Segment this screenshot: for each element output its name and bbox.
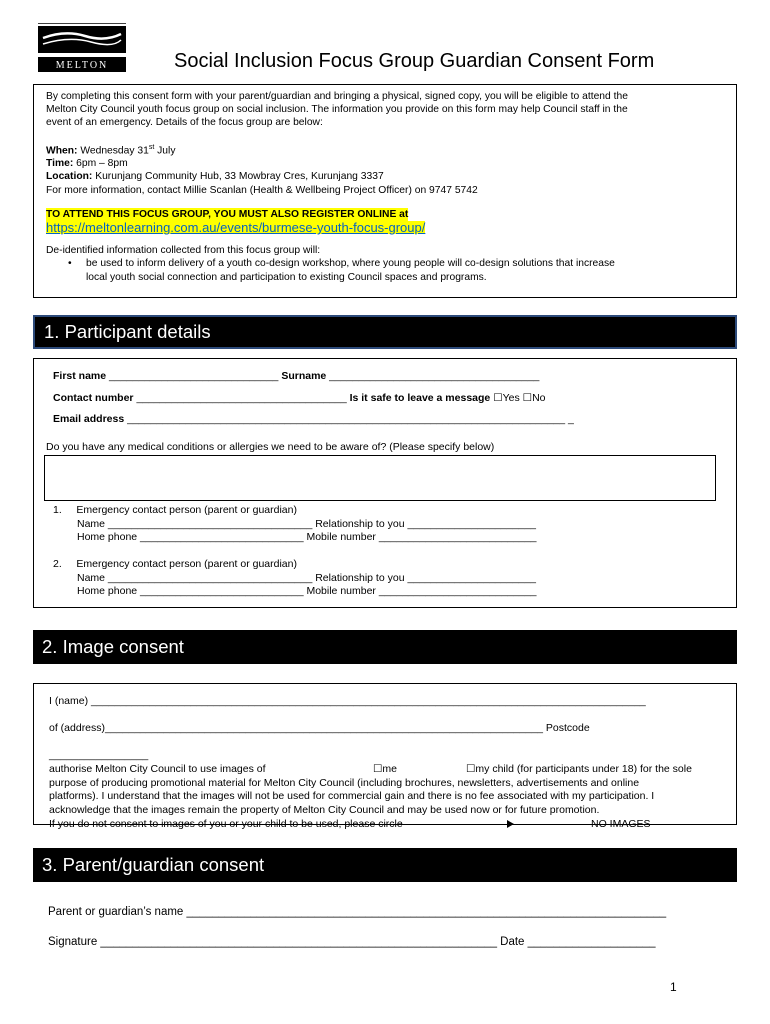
section-header-guardian-consent: 3. Parent/guardian consent (33, 848, 737, 882)
signature-date-field[interactable]: Signature ______________________________________________________________ Date ____________________ (48, 936, 656, 948)
ec2-phone-field[interactable]: Home phone ____________________________ Mobile number ___________________________ (77, 585, 537, 597)
no-images-option[interactable]: NO IMAGES (591, 817, 651, 830)
section-header-image-consent: 2. Image consent (33, 630, 737, 664)
list-item: • be used to inform delivery of a youth co-design workshop, where young people will co-design solutions that increase local youth social connection and participation to existing Council spaces and programs. (86, 257, 724, 283)
guardian-name-field[interactable]: Parent or guardian’s name ___________________________________________________________________________ (48, 906, 667, 918)
register-note: TO ATTEND THIS FOCUS GROUP, YOU MUST ALSO REGISTER ONLINE at (46, 208, 409, 220)
deidentified-text: De-identified information collected from this focus group will: (46, 245, 321, 257)
medical-question: Do you have any medical conditions or allergies we need to be aware of? (Please specify below) (46, 441, 495, 453)
my-child-checkbox[interactable]: ☐my child (for participants under 18) for the sole (466, 762, 692, 775)
first-name-field[interactable]: First name _____________________________ Surname ____________________________________ (53, 370, 540, 382)
emergency-contact-1: 1. Emergency contact person (parent or guardian) Name ___________________________________ Relationship to you ______________________ Home phone ____________________________ Mobile number ___________________________ (53, 504, 537, 543)
more-info: For more information, contact Millie Scanlan (Health & Wellbeing Project Officer) on 9747 5742 (46, 184, 478, 196)
no-checkbox[interactable]: ☐No (522, 392, 546, 404)
arrow-right-icon (486, 820, 514, 828)
me-checkbox[interactable]: ☐me (373, 762, 397, 775)
consent-address-field[interactable]: of (address)___________________________________________________________________________ Postcode (49, 722, 590, 734)
consent-paragraph: _________________ authorise Melton City Council to use images of ☐me ☐my child (for participants under 18) for the sole purpose of producing promotional material for Melton City Council (including brochures, newsletters, advertisements and online platforms). I understand that the images will not be used for commercial gain and there is no fee associated with my participation. I acknowledge that the images remain the property of Melton City Council and may be used now or for future promotion. If you do not consent to images of you or your child to be used, please circle NO IMAGES (49, 749, 739, 832)
medical-conditions-input[interactable] (44, 455, 716, 501)
time-row: Time: 6pm – 8pm (46, 158, 128, 170)
participant-details-box (33, 358, 737, 608)
intro-line: Melton City Council youth focus group on social inclusion. The information you provide on this form may help Council staff in the (46, 104, 628, 116)
location-row: Location: Kurunjang Community Hub, 33 Mowbray Cres, Kurunjang 3337 (46, 171, 384, 183)
intro-line: By completing this consent form with your parent/guardian and bringing a physical, signed copy, you will be eligible to attend the (46, 91, 628, 102)
emergency-contact-2: 2. Emergency contact person (parent or guardian) Name ___________________________________ Relationship to you ______________________ Home phone ____________________________ Mobile number ___________________________ (53, 558, 537, 597)
melton-logo (35, 22, 129, 74)
register-link[interactable]: https://meltonlearning.com.au/events/burmese-youth-focus-group/ (46, 220, 426, 236)
email-field[interactable]: Email address ___________________________________________________________________________ _ (53, 413, 574, 425)
intro-box (33, 84, 737, 298)
svg-text:MELTON: MELTON (55, 60, 109, 71)
page-number: 1 (670, 980, 677, 994)
image-consent-box (33, 683, 737, 830)
deidentified-list (46, 257, 724, 283)
when-row: When: Wednesday 31st July (46, 143, 176, 157)
form-title: Social Inclusion Focus Group Guardian Consent Form (174, 50, 655, 72)
section-header-participant: 1. Participant details (33, 315, 737, 349)
consent-name-field[interactable]: I (name) _______________________________________________________________________________________________ (49, 695, 646, 707)
contact-number-field[interactable]: Contact number ____________________________________ Is it safe to leave a message ☐Yes ☐No (53, 392, 546, 404)
ec1-name-field[interactable]: Name ___________________________________ Relationship to you ______________________ (77, 517, 536, 530)
postcode-line[interactable]: _________________ (49, 749, 149, 761)
intro-line: event of an emergency. Details of the focus group are below: (46, 117, 323, 129)
yes-checkbox[interactable]: ☐Yes (493, 392, 520, 404)
ec1-phone-field[interactable]: Home phone ____________________________ Mobile number ___________________________ (77, 531, 537, 543)
ec2-name-field[interactable]: Name ___________________________________ Relationship to you ______________________ (77, 571, 536, 584)
